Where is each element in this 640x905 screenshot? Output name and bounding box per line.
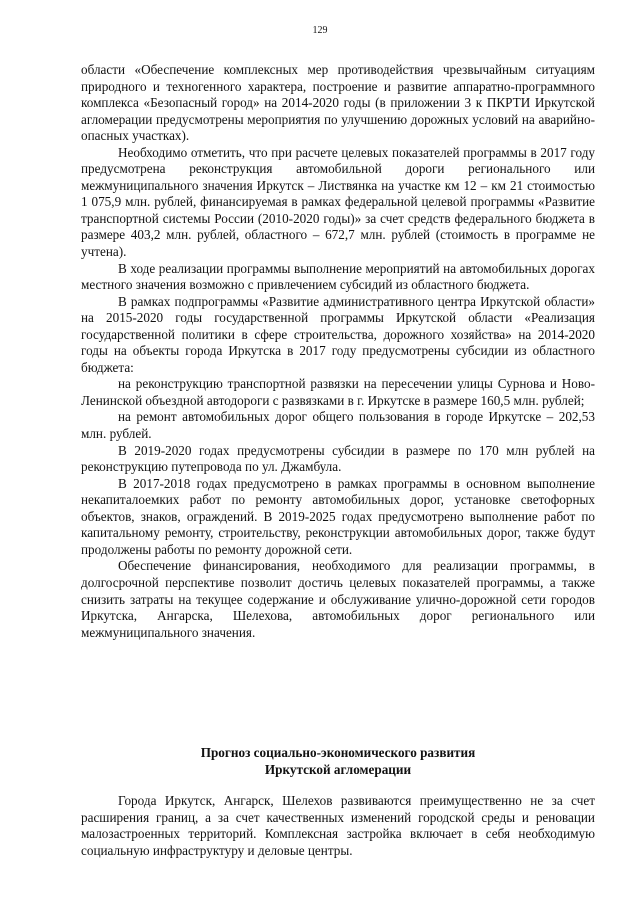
paragraph-road-repair: на ремонт автомобильных дорог общего пользования в городе Иркутске – 202,53 млн. рублей. xyxy=(81,409,595,442)
page-number: 129 xyxy=(312,25,328,36)
section-body xyxy=(81,793,595,859)
paragraph-overpass-subsidies: В 2019-2020 годах предусмотрены субсидии в размере по 170 млн рублей на реконструкцию путепровода по ул. Джамбула. xyxy=(81,442,595,475)
paragraph-reconstruction-interchange: на реконструкцию транспортной развязки на пересечении улицы Сурнова и Ново-Ленинской объездной автодороги с развязками в г. Иркутске в размере 160,5 млн. рублей; xyxy=(81,376,595,408)
paragraph-financing: Обеспечение финансирования, необходимого для реализации программы, в долгосрочной перспективе позволит достичь целевых показателей программы, а также снизить затраты на текущее содержание и обслуживание улично-дорожной сети городов Иркутска, Ангарска, Шелехова, автомобильных дорог регионального или межмуниципального значения. xyxy=(81,558,595,640)
paragraph-local-roads-subsidies: В ходе реализации программы выполнение мероприятий на автомобильных дорогах местного значения возможно с привлечением субсидий из областного бюджета. xyxy=(81,260,595,293)
paragraph-subprogram: В рамках подпрограммы «Развитие административного центра Иркутской области» на 2015-2020 годы государственной программы Иркутской области «Реализация государственной политики в сфере строительства, дорожного хозяйства» на 2014-2020 годы на объекты города Иркутска в 2017 году предусмотрены субсидии из областного бюджета: xyxy=(81,293,595,375)
section-heading-line-1: Прогноз социально-экономического развития xyxy=(200,745,476,760)
paragraph-works-plan: В 2017-2018 годах предусмотрено в рамках программы в основном выполнение некапиталоемких работ по ремонту автомобильных дорог, установке светофорных объектов, знаков, ограждений. В 2019-2025 годах предусмотрено выполнение работ по капитальному ремонту, строительству, реконструкции автомобильных дорог, также будут продолжены работы по ремонту дорожной сети. xyxy=(81,475,595,557)
paragraph-continuation: области «Обеспечение комплексных мер противодействия чрезвычайным ситуациям природного и техногенного характера, построение и развитие аппаратно-программного комплекса «Безопасный город» на 2014-2020 годы (в приложении 3 к ПКРТИ Иркутской агломерации предусмотрены мероприятия по улучшению дорожных условий на аварийно-опасных участках). xyxy=(81,62,595,144)
section-heading-line-2: Иркутской агломерации xyxy=(264,761,412,777)
paragraph-cities-development: Города Иркутск, Ангарск, Шелехов развиваются преимущественно не за счет расширения границ, а за счет качественных изменений городской среды и реновации малозастроенных территорий. Комплексная застройка включает в себя необходимую социальную инфраструктуру и деловые центры. xyxy=(81,793,595,858)
section-heading xyxy=(81,745,595,778)
paragraph-target-indicators: Необходимо отметить, что при расчете целевых показателей программы в 2017 году предусмотрена реконструкция автомобильной дороги регионального или межмуниципального значения Иркутск – Листвянка на участке км 12 – км 21 стоимостью 1 075,9 млн. рублей, финансируемая в рамках федеральной целевой программы «Развитие транспортной системы России (2010-2020 годы)» за счет средств федерального бюджета в размере 403,2 млн. рублей, областного – 672,7 млн. рублей (стоимость в программе не учтена). xyxy=(81,144,595,260)
document-body xyxy=(81,62,595,641)
